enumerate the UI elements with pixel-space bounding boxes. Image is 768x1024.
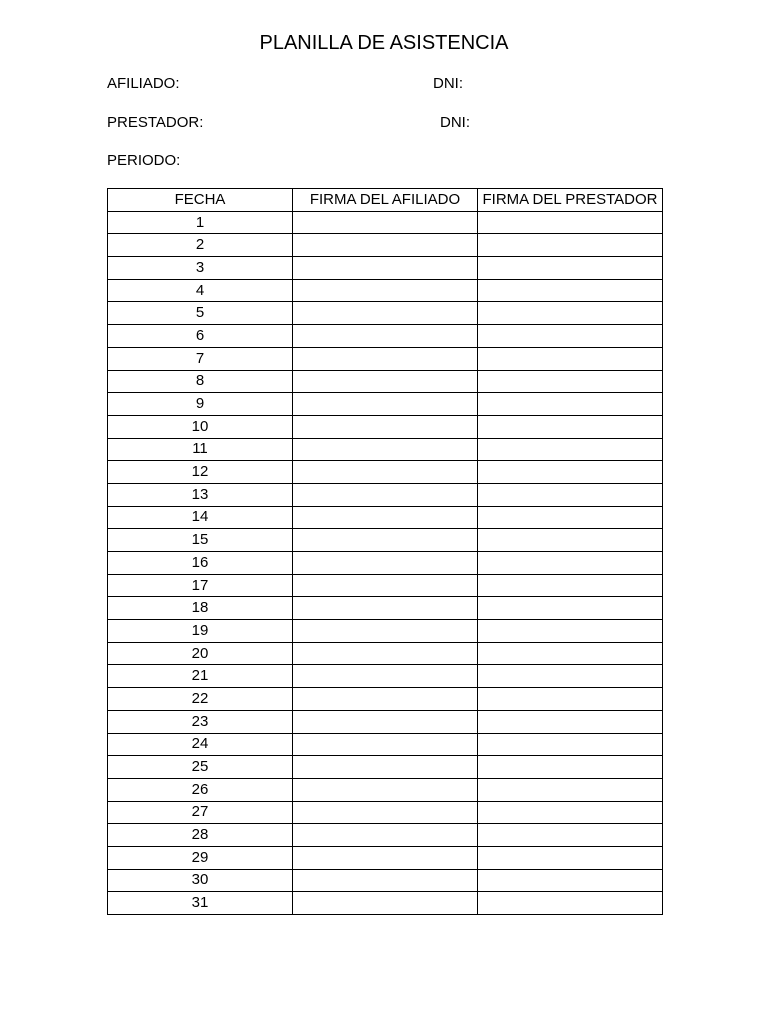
firma-prestador-cell [478, 483, 663, 506]
firma-afiliado-cell [293, 552, 478, 575]
fecha-cell: 9 [108, 393, 293, 416]
firma-prestador-cell [478, 347, 663, 370]
firma-afiliado-cell [293, 869, 478, 892]
firma-afiliado-cell [293, 461, 478, 484]
firma-afiliado-cell [293, 347, 478, 370]
firma-afiliado-cell [293, 234, 478, 257]
firma-prestador-cell [478, 778, 663, 801]
firma-afiliado-cell [293, 574, 478, 597]
fecha-cell: 3 [108, 257, 293, 280]
table-row [108, 892, 663, 915]
firma-afiliado-cell [293, 415, 478, 438]
attendance-table [107, 188, 663, 915]
table-row [108, 665, 663, 688]
firma-prestador-cell [478, 552, 663, 575]
fecha-cell: 20 [108, 642, 293, 665]
firma-afiliado-cell [293, 438, 478, 461]
firma-prestador-cell [478, 869, 663, 892]
table-row [108, 710, 663, 733]
table-row [108, 597, 663, 620]
table-row [108, 370, 663, 393]
firma-prestador-cell [478, 892, 663, 915]
firma-afiliado-cell [293, 733, 478, 756]
table-row [108, 461, 663, 484]
fecha-cell: 17 [108, 574, 293, 597]
firma-prestador-cell [478, 393, 663, 416]
fecha-cell: 11 [108, 438, 293, 461]
firma-prestador-cell [478, 756, 663, 779]
firma-afiliado-cell [293, 665, 478, 688]
firma-prestador-cell [478, 824, 663, 847]
table-row [108, 325, 663, 348]
fecha-cell: 18 [108, 597, 293, 620]
table-row [108, 347, 663, 370]
table-row [108, 438, 663, 461]
fecha-cell: 31 [108, 892, 293, 915]
firma-prestador-cell [478, 574, 663, 597]
firma-afiliado-cell [293, 257, 478, 280]
prestador-label: PRESTADOR: [107, 114, 204, 131]
firma-afiliado-cell [293, 756, 478, 779]
table-row [108, 302, 663, 325]
table-row [108, 483, 663, 506]
table-row [108, 778, 663, 801]
fecha-cell: 16 [108, 552, 293, 575]
fecha-cell: 24 [108, 733, 293, 756]
afiliado-label: AFILIADO: [107, 75, 180, 92]
table-row [108, 415, 663, 438]
firma-afiliado-cell [293, 642, 478, 665]
firma-afiliado-cell [293, 778, 478, 801]
table-row [108, 234, 663, 257]
table-row [108, 756, 663, 779]
firma-prestador-cell [478, 597, 663, 620]
periodo-label: PERIODO: [107, 152, 181, 169]
table-header-row [108, 189, 663, 212]
table-row [108, 393, 663, 416]
firma-afiliado-cell [293, 370, 478, 393]
header-firma-afiliado: FIRMA DEL AFILIADO [293, 189, 478, 212]
page-title: PLANILLA DE ASISTENCIA [259, 32, 509, 54]
prestador-dni-label: DNI: [440, 114, 470, 131]
firma-afiliado-cell [293, 892, 478, 915]
fecha-cell: 30 [108, 869, 293, 892]
firma-prestador-cell [478, 438, 663, 461]
table-row [108, 529, 663, 552]
afiliado-dni-label: DNI: [433, 75, 463, 92]
fecha-cell: 22 [108, 688, 293, 711]
fecha-cell: 1 [108, 211, 293, 234]
table-row [108, 257, 663, 280]
fecha-cell: 26 [108, 778, 293, 801]
table-row [108, 824, 663, 847]
fecha-cell: 21 [108, 665, 293, 688]
fecha-cell: 15 [108, 529, 293, 552]
firma-prestador-cell [478, 846, 663, 869]
fecha-cell: 13 [108, 483, 293, 506]
firma-afiliado-cell [293, 688, 478, 711]
firma-prestador-cell [478, 688, 663, 711]
firma-afiliado-cell [293, 801, 478, 824]
firma-afiliado-cell [293, 325, 478, 348]
fecha-cell: 29 [108, 846, 293, 869]
firma-prestador-cell [478, 801, 663, 824]
firma-afiliado-cell [293, 824, 478, 847]
firma-afiliado-cell [293, 279, 478, 302]
fecha-cell: 5 [108, 302, 293, 325]
firma-afiliado-cell [293, 846, 478, 869]
firma-prestador-cell [478, 415, 663, 438]
firma-prestador-cell [478, 257, 663, 280]
table-row [108, 688, 663, 711]
fecha-cell: 10 [108, 415, 293, 438]
firma-prestador-cell [478, 370, 663, 393]
table-row [108, 801, 663, 824]
firma-prestador-cell [478, 234, 663, 257]
fecha-cell: 6 [108, 325, 293, 348]
fecha-cell: 14 [108, 506, 293, 529]
header-firma-prestador: FIRMA DEL PRESTADOR [478, 189, 663, 212]
fecha-cell: 25 [108, 756, 293, 779]
table-row [108, 846, 663, 869]
fecha-cell: 12 [108, 461, 293, 484]
firma-afiliado-cell [293, 302, 478, 325]
firma-prestador-cell [478, 325, 663, 348]
firma-prestador-cell [478, 461, 663, 484]
table-row [108, 869, 663, 892]
fecha-cell: 27 [108, 801, 293, 824]
firma-afiliado-cell [293, 211, 478, 234]
firma-prestador-cell [478, 620, 663, 643]
firma-prestador-cell [478, 211, 663, 234]
table-row [108, 279, 663, 302]
table-row [108, 506, 663, 529]
table-row [108, 211, 663, 234]
fecha-cell: 7 [108, 347, 293, 370]
firma-prestador-cell [478, 642, 663, 665]
firma-afiliado-cell [293, 620, 478, 643]
table-row [108, 552, 663, 575]
firma-afiliado-cell [293, 710, 478, 733]
fecha-cell: 2 [108, 234, 293, 257]
table-row [108, 620, 663, 643]
firma-prestador-cell [478, 733, 663, 756]
firma-prestador-cell [478, 529, 663, 552]
fecha-cell: 28 [108, 824, 293, 847]
table-row [108, 733, 663, 756]
firma-afiliado-cell [293, 483, 478, 506]
firma-prestador-cell [478, 710, 663, 733]
fecha-cell: 23 [108, 710, 293, 733]
firma-prestador-cell [478, 665, 663, 688]
firma-prestador-cell [478, 506, 663, 529]
firma-prestador-cell [478, 302, 663, 325]
firma-afiliado-cell [293, 597, 478, 620]
fecha-cell: 4 [108, 279, 293, 302]
table-row [108, 642, 663, 665]
firma-afiliado-cell [293, 393, 478, 416]
firma-prestador-cell [478, 279, 663, 302]
fecha-cell: 19 [108, 620, 293, 643]
firma-afiliado-cell [293, 529, 478, 552]
table-body [108, 211, 663, 914]
fecha-cell: 8 [108, 370, 293, 393]
header-fecha: FECHA [108, 189, 293, 212]
table-row [108, 574, 663, 597]
firma-afiliado-cell [293, 506, 478, 529]
